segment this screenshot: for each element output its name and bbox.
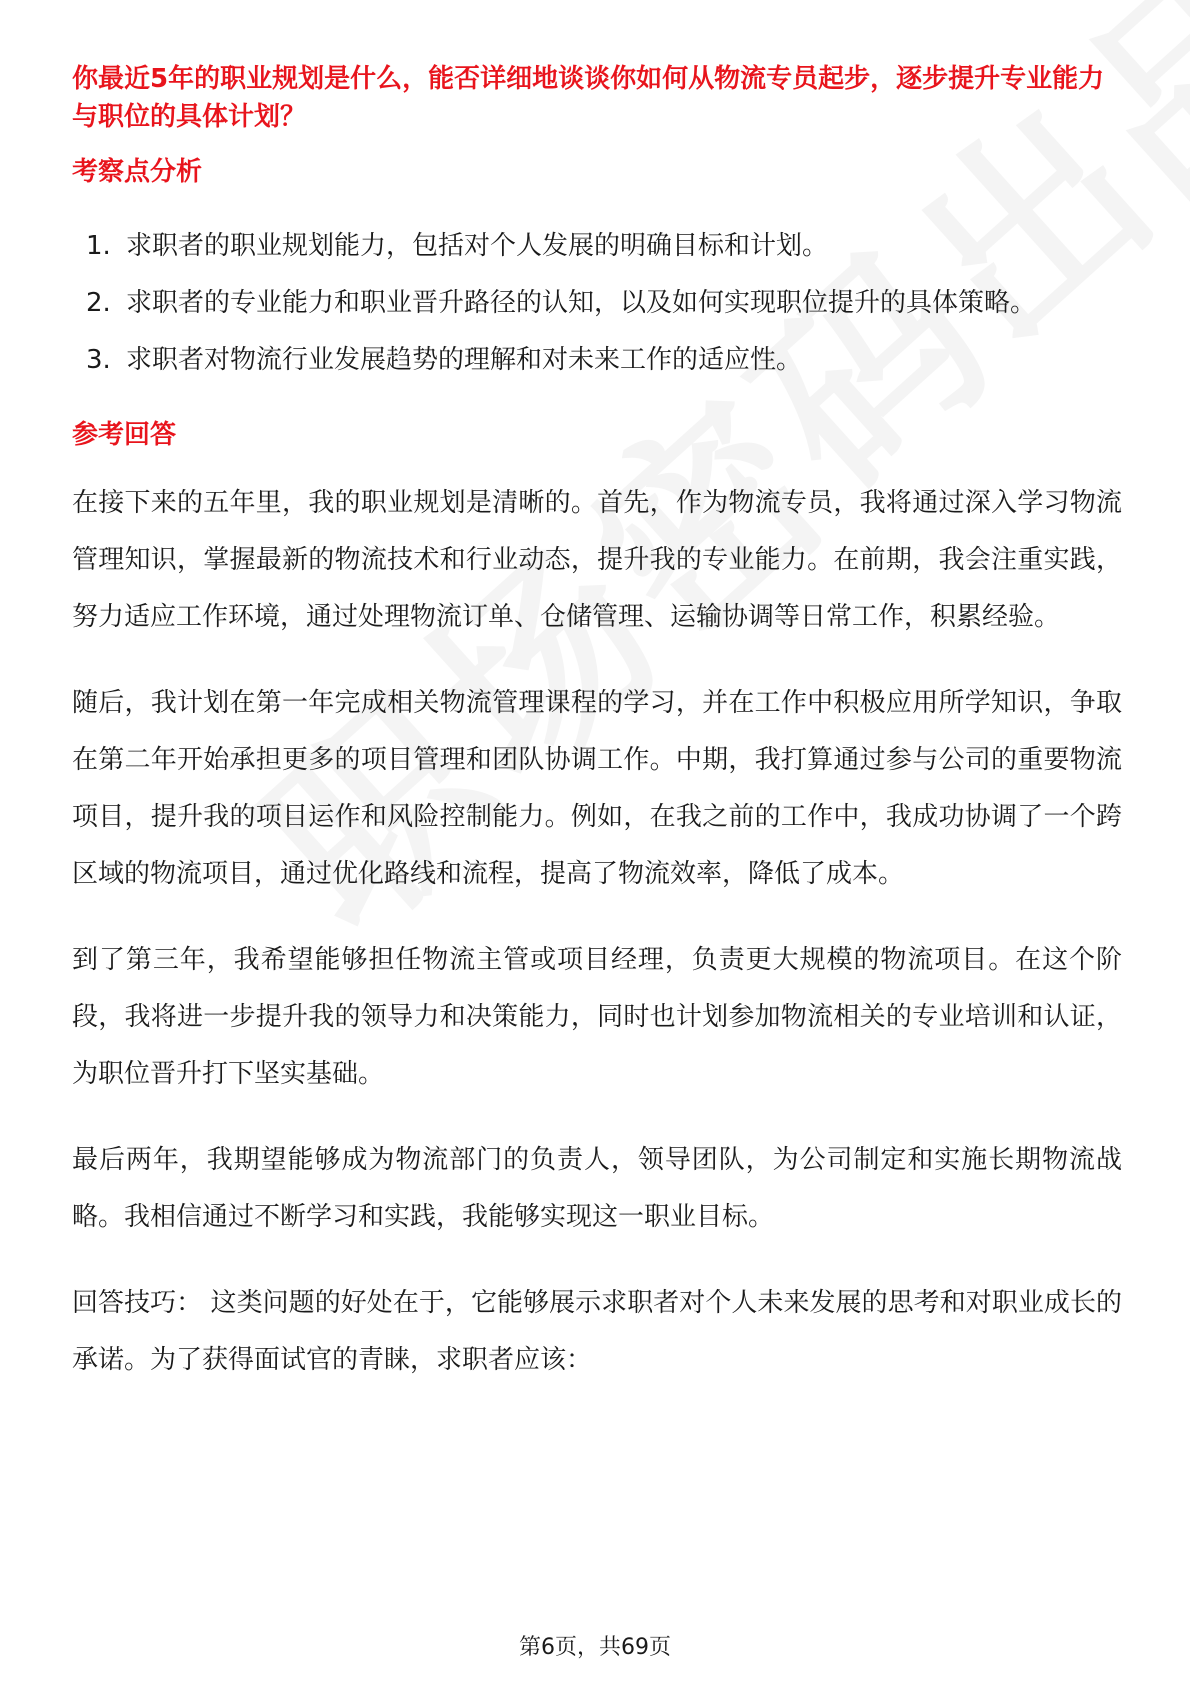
list-item-text: 求职者的专业能力和职业晋升路径的认知，以及如何实现职位提升的具体策略。 [126, 288, 1037, 318]
list-item-number: 1. [86, 231, 111, 261]
analysis-list [72, 218, 1122, 389]
answer-paragraph: 到了第三年，我希望能够担任物流主管或项目经理，负责更大规模的物流项目。在这个阶段，我将进一步提升我的领导力和决策能力，同时也计划参加物流相关的专业培训和认证，为职位晋升打下坚实基础。 [72, 945, 1122, 1089]
analysis-heading: 考察点分析 [72, 157, 203, 187]
answer-tips-paragraph: 回答技巧： 这类问题的好处在于，它能够展示求职者对个人未来发展的思考和对职业成长的承诺。为了获得面试官的青睐，求职者应该： [72, 1288, 1122, 1375]
answer-heading: 参考回答 [72, 420, 177, 450]
answer-paragraph: 最后两年，我期望能够成为物流部门的负责人，领导团队，为公司制定和实施长期物流战略。我相信通过不断学习和实践，我能够实现这一职业目标。 [72, 1145, 1122, 1232]
list-item-number: 2. [86, 288, 111, 318]
list-item [72, 218, 1122, 275]
answer-paragraph: 随后，我计划在第一年完成相关物流管理课程的学习，并在工作中积极应用所学知识，争取在第二年开始承担更多的项目管理和团队协调工作。中期，我打算通过参与公司的重要物流项目，提升我的项目运作和风险控制能力。例如，在我之前的工作中，我成功协调了一个跨区域的物流项目，通过优化路线和流程，提高了物流效率，降低了成本。 [72, 688, 1122, 889]
content [72, 60, 1122, 1389]
question-title: 你最近5年的职业规划是什么，能否详细地谈谈你如何从物流专员起步，逐步提升专业能力与职位的具体计划？ [72, 64, 1105, 132]
list-item [72, 332, 1122, 389]
list-item [72, 275, 1122, 332]
page-number: 第6页，共69页 [519, 1635, 671, 1660]
answer-paragraph: 在接下来的五年里，我的职业规划是清晰的。首先，作为物流专员，我将通过深入学习物流管理知识，掌握最新的物流技术和行业动态，提升我的专业能力。在前期，我会注重实践，努力适应工作环境，通过处理物流订单、仓储管理、运输协调等日常工作，积累经验。 [72, 488, 1122, 632]
list-item-number: 3. [86, 345, 111, 375]
list-item-text: 求职者对物流行业发展趋势的理解和对未来工作的适应性。 [126, 345, 803, 375]
list-item-text: 求职者的职业规划能力，包括对个人发展的明确目标和计划。 [126, 231, 829, 261]
